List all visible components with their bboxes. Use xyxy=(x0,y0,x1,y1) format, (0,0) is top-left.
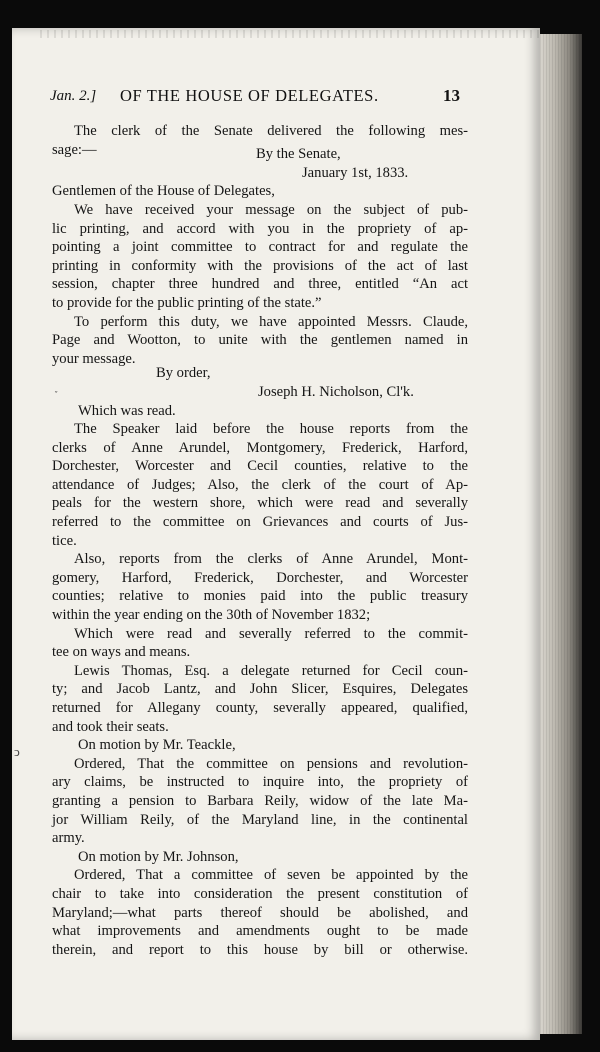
header-title: OF THE HOUSE OF DELEGATES. xyxy=(120,86,379,105)
text-line: and took their seats. xyxy=(52,718,169,735)
text-line: Dorchester, Worcester and Cecil counties, relative to the xyxy=(52,458,468,475)
text-line: therein, and report to this house by bill or otherwise. xyxy=(52,941,468,958)
text-line: returned for Allegany county, severally appeared, qualified, xyxy=(52,700,468,716)
text-line: tee on ways and means. xyxy=(52,644,191,661)
text-line: lic printing, and accord with you in the propriety of ap- xyxy=(52,220,468,237)
text-line: session, chapter three hundred and three, entitled “An act xyxy=(52,276,468,293)
text-line: To perform this duty, we have appointed Messrs. Claude, xyxy=(74,313,468,330)
text-line: your message. xyxy=(52,350,136,367)
text-line: what improvements and amendments ought to be made xyxy=(52,923,468,940)
text-line: By order, xyxy=(156,365,211,382)
text-line: peals for the western shore, which were read and severally xyxy=(52,495,468,512)
text-line: clerks of Anne Arundel, Montgomery, Frederick, Harford, xyxy=(52,439,468,456)
text-line: ary claims, be instructed to inquire into, the propriety of xyxy=(52,774,468,791)
text-line: granting a pension to Barbara Reily, widow of the late Ma- xyxy=(52,792,468,809)
text-line: January 1st, 1833. xyxy=(302,164,409,181)
text-line: gomery, Harford, Frederick, Dorchester, and Worcester xyxy=(52,569,468,586)
text-line: sage:— xyxy=(52,141,97,158)
margin-speck: ˯ xyxy=(54,378,59,393)
text-line: Page and Wootton, to unite with the gentlemen named in xyxy=(52,332,468,349)
text-line: tice. xyxy=(52,532,77,549)
text-line: Which was read. xyxy=(78,402,176,419)
text-line: On motion by Mr. Johnson, xyxy=(78,848,239,865)
text-line: within the year ending on the 30th of November 1832; xyxy=(52,607,371,624)
text-line: to provide for the public printing of the state.” xyxy=(52,294,322,311)
text-line: printing in conformity with the provisions of the act of last xyxy=(52,257,468,274)
header-date: Jan. 2.] xyxy=(50,88,97,104)
text-line: attendance of Judges; Also, the clerk of the court of Ap- xyxy=(52,476,468,493)
scan-noise xyxy=(40,30,540,38)
text-line: army. xyxy=(52,830,85,847)
text-line: Gentlemen of the House of Delegates, xyxy=(52,183,275,200)
text-line: Joseph H. Nicholson, Cl'k. xyxy=(258,383,414,400)
text-line: chair to take into consideration the present constitution of xyxy=(52,885,468,902)
page-number: 13 xyxy=(443,86,460,105)
text-line: Also, reports from the clerks of Anne Arundel, Mont- xyxy=(74,551,468,568)
text-line: referred to the committee on Grievances and courts of Jus- xyxy=(52,514,468,531)
running-header xyxy=(50,86,460,110)
text-line: Lewis Thomas, Esq. a delegate returned for Cecil coun- xyxy=(74,662,468,679)
text-line: We have received your message on the subject of pub- xyxy=(74,201,468,218)
text-line: jor William Reily, of the Maryland line, in the continental xyxy=(52,811,468,828)
page-edge-stack xyxy=(540,34,582,1034)
text-line: pointing a joint committee to contract for and regulate the xyxy=(52,239,468,256)
text-line: ty; and Jacob Lantz, and John Slicer, Esquires, Delegates xyxy=(52,681,468,698)
text-line: The Speaker laid before the house reports from the xyxy=(74,421,468,438)
page-body xyxy=(52,122,468,959)
text-line: counties; relative to monies paid into the public treasury xyxy=(52,588,468,605)
text-line: Maryland;—what parts thereof should be abolished, and xyxy=(52,904,468,921)
margin-speck: ↄ xyxy=(14,744,20,759)
text-line: Ordered, That a committee of seven be appointed by the xyxy=(74,867,468,884)
text-line: By the Senate, xyxy=(256,146,341,163)
text-line: Ordered, That the committee on pensions and revolution- xyxy=(74,755,468,772)
text-line: The clerk of the Senate delivered the following mes- xyxy=(74,123,468,139)
text-line: On motion by Mr. Teackle, xyxy=(78,737,236,754)
text-line: Which were read and severally referred to the commit- xyxy=(74,625,468,642)
